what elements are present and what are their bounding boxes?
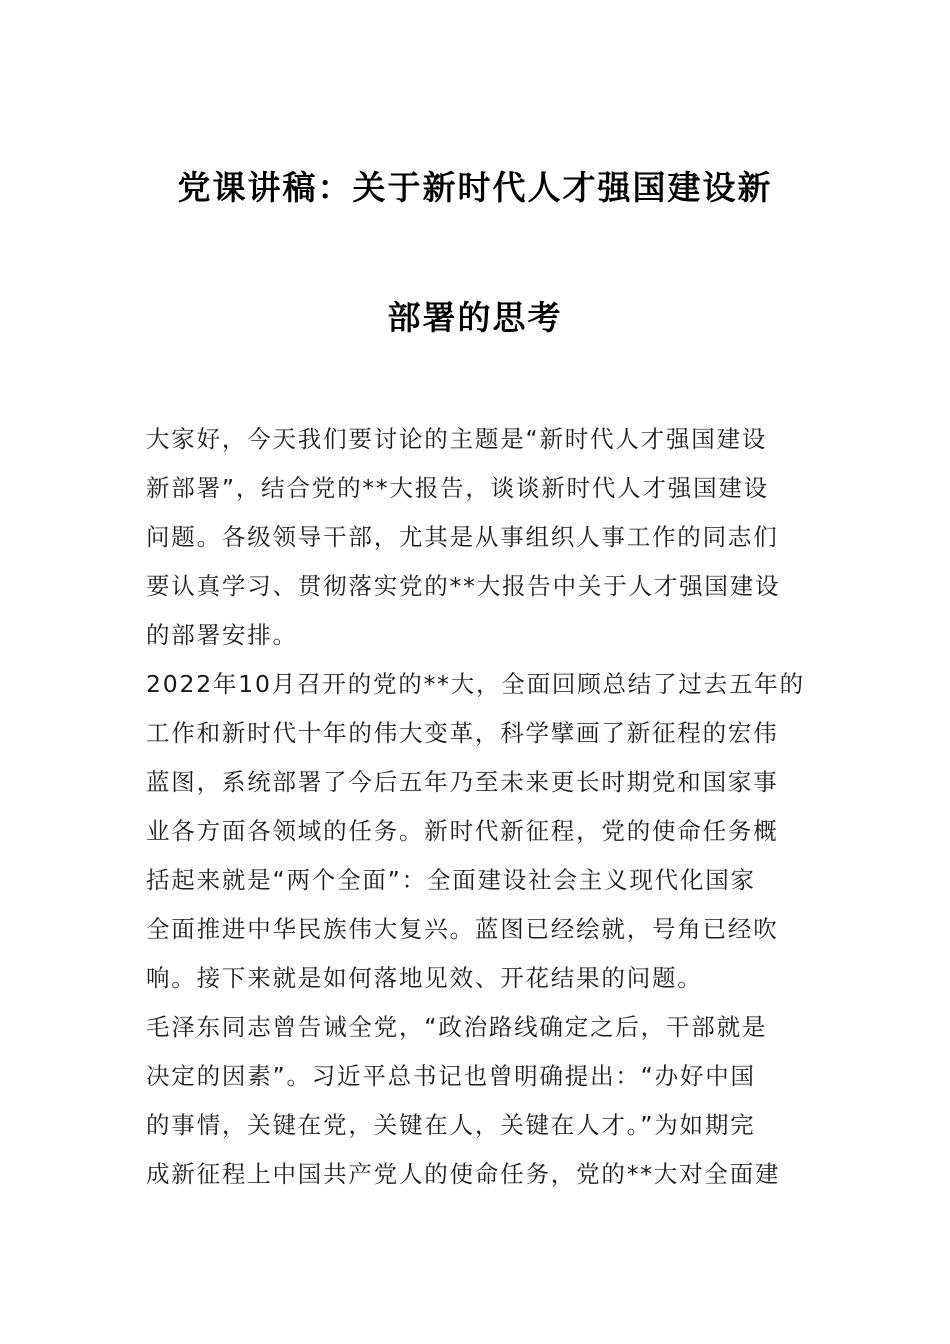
paragraph-line: 决定的因素”。习近平总书记也曾明确提出：“办好中国 — [146, 1062, 756, 1090]
paragraph-line: 工作和新时代十年的伟大变革，科学擘画了新征程的宏伟 — [146, 719, 779, 747]
paragraph-line: 的事情，关键在党，关键在人，关键在人才。”为如期完 — [146, 1111, 756, 1139]
paragraph-line: 的部署安排。 — [146, 621, 298, 649]
paragraph-2 — [146, 660, 811, 1003]
paragraph-line: 大家好，今天我们要讨论的主题是“新时代人才强国建设 — [146, 425, 768, 453]
paragraph-line: 问题。各级领导干部，尤其是从事组织人事工作的同志们 — [146, 523, 779, 551]
paragraph-line: 蓝图，系统部署了今后五年乃至未来更长时期党和国家事 — [146, 768, 779, 796]
document-title-line-2: 部署的思考 — [387, 298, 563, 337]
paragraph-line: 成新征程上中国共产党人的使命任务，党的**大对全面建 — [146, 1160, 781, 1188]
paragraph-line: 全面推进中华民族伟大复兴。蓝图已经绘就，号角已经吹 — [146, 915, 779, 943]
paragraph-line: 业各方面各领域的任务。新时代新征程，党的使命任务概 — [146, 817, 779, 845]
document-body — [146, 415, 811, 1199]
paragraph-line: 新部署”，结合党的**大报告，谈谈新时代人才强国建设 — [146, 474, 769, 502]
document-title-line-1: 党课讲稿：关于新时代人才强国建设新 — [177, 168, 773, 207]
paragraph-line: 响。接下来就是如何落地见效、开花结果的问题。 — [146, 964, 703, 992]
paragraph-line: 括起来就是“两个全面”：全面建设社会主义现代化国家 — [146, 866, 756, 894]
paragraph-1 — [146, 415, 811, 660]
paragraph-line: 毛泽东同志曾告诫全党，“政治路线确定之后，干部就是 — [146, 1013, 768, 1041]
paragraph-line: 要认真学习、贯彻落实党的**大报告中关于人才强国建设 — [146, 572, 781, 600]
paragraph-3 — [146, 1003, 811, 1199]
paragraph-line: 2022年10月召开的党的**大，全面回顾总结了过去五年的 — [146, 670, 805, 698]
